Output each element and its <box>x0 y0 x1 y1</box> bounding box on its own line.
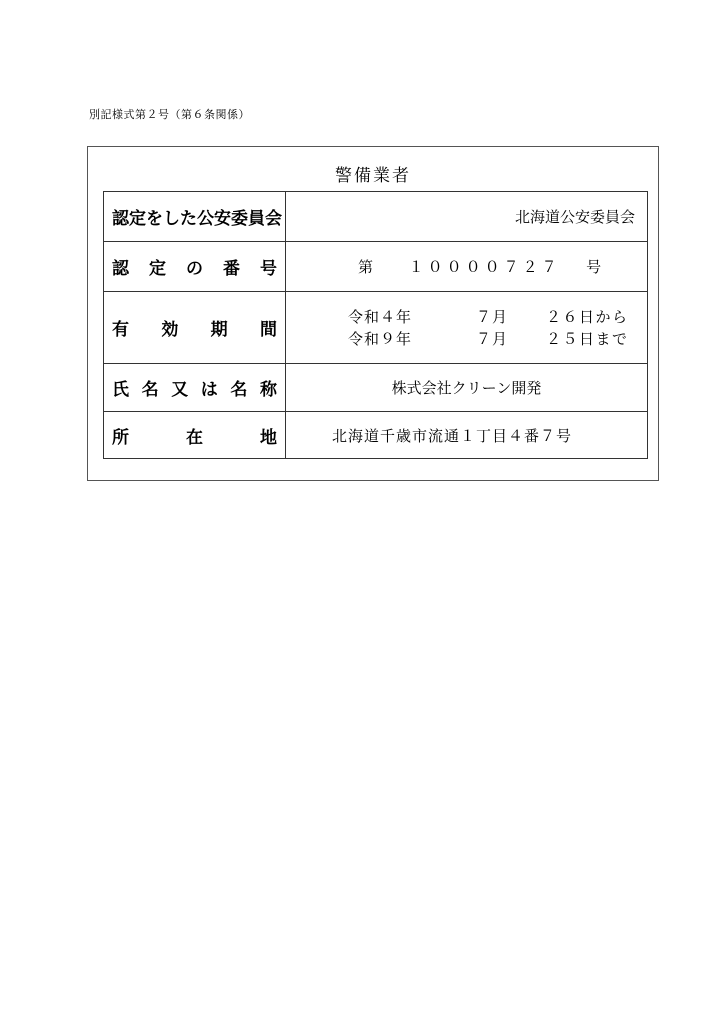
commission-row <box>104 192 648 242</box>
validity-value <box>286 292 648 364</box>
label-char: 名 <box>230 380 248 400</box>
label-char: 名 <box>141 380 159 400</box>
label-char: 号 <box>260 259 277 279</box>
end-day: ２５日まで <box>546 329 629 348</box>
label-char: 在 <box>186 427 203 448</box>
cert-number-row <box>104 242 648 292</box>
start-month: ７月 <box>476 307 509 326</box>
commission-label: 認定をした公安委員会 <box>104 192 286 242</box>
label-char: は <box>200 380 218 400</box>
address-row <box>104 412 648 459</box>
validity-label <box>104 292 286 364</box>
label-char: 又 <box>171 380 189 400</box>
label-char: の <box>186 259 203 279</box>
name-row <box>104 364 648 412</box>
label-char: 効 <box>161 320 179 340</box>
certificate-box <box>87 146 659 481</box>
label-char: 定 <box>149 259 166 279</box>
label-char: 称 <box>259 380 277 400</box>
start-day: ２６日から <box>546 307 629 326</box>
end-month: ７月 <box>476 329 509 348</box>
label-char: 所 <box>112 427 129 448</box>
label-char: 間 <box>259 320 277 340</box>
end-era-year: 令和９年 <box>348 329 413 348</box>
document-title: 警備業者 <box>335 166 411 186</box>
label-char: 期 <box>210 320 228 340</box>
cert-number-digits: １００００７２７ <box>408 258 561 276</box>
address-label <box>104 412 286 459</box>
label-char: 氏 <box>112 380 129 400</box>
cert-number-value <box>286 242 648 292</box>
validity-row <box>104 292 648 364</box>
label-char: 地 <box>260 427 277 448</box>
validity-start <box>348 306 647 328</box>
cert-number-prefix: 第 <box>358 258 378 276</box>
commission-value: 北海道公安委員会 <box>286 192 648 242</box>
label-char: 有 <box>112 320 129 340</box>
validity-end <box>348 328 647 350</box>
label-char: 認 <box>112 259 129 279</box>
name-label <box>104 364 286 412</box>
certificate-table <box>103 191 648 459</box>
address-value: 北海道千歳市流通１丁目４番７号 <box>286 412 648 459</box>
cert-number-suffix: 号 <box>586 258 606 276</box>
start-era-year: 令和４年 <box>348 307 413 326</box>
form-label: 別記様式第２号（第６条関係） <box>89 108 250 121</box>
label-char: 番 <box>223 259 240 279</box>
cert-number-label <box>104 242 286 292</box>
name-value: 株式会社クリーン開発 <box>286 364 648 412</box>
